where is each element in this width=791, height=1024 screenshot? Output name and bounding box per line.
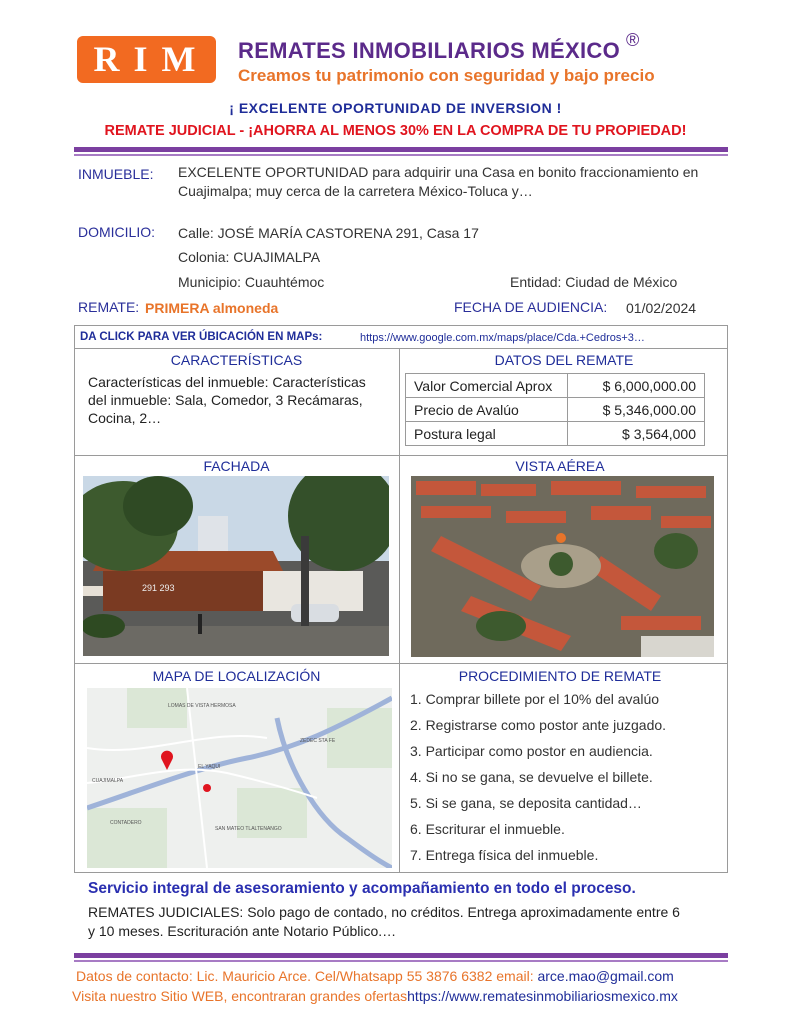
divider-bottom <box>74 953 728 958</box>
remates-notes: REMATES JUDICIALES: Solo pago de contado, no créditos. Entrega aproximadamente entre 6 y 10 meses. Escrituración ante Notario Público.… <box>88 904 680 939</box>
divider-top <box>74 147 728 152</box>
fachada-sign: 291 293 <box>142 583 175 593</box>
list-item: 4. Si no se gana, se devuelve el billete. <box>410 769 653 785</box>
grid-line <box>74 348 728 349</box>
caracteristicas-title: CARACTERÍSTICAS <box>170 352 303 368</box>
map-label: SAN MATEO TLALTENANGO <box>215 826 282 832</box>
map-label: CUAJIMALPA <box>92 778 124 784</box>
table-row <box>406 374 705 398</box>
map-label: LOMAS DE VISTA HERMOSA <box>168 703 236 709</box>
precio-avaluo-label: Precio de Avalúo <box>406 398 568 422</box>
list-item: 3. Participar como postor en audiencia. <box>410 743 653 759</box>
contact-text: Datos de contacto: Lic. Mauricio Arce. Cel/Whatsapp 55 3876 6382 email: <box>76 968 534 984</box>
list-item: 7. Entrega física del inmueble. <box>410 847 599 863</box>
postura-legal-value: $ 3,564,000 <box>568 422 705 446</box>
remate-label: REMATE: <box>78 299 140 315</box>
valor-comercial-label: Valor Comercial Aprox <box>406 374 568 398</box>
map-link[interactable]: https://www.google.com.mx/maps/place/Cda.+Cedros+3… <box>360 332 645 344</box>
registered-mark: ® <box>626 30 640 50</box>
fachada-photo <box>83 476 389 656</box>
grid-line <box>399 348 400 873</box>
calle: Calle: JOSÉ MARÍA CASTORENA 291, Casa 17 <box>178 225 479 241</box>
headline-judicial: REMATE JUDICIAL - ¡AHORRA AL MENOS 30% EN LA COMPRA DE TU PROPIEDAD! <box>104 123 687 139</box>
list-item: 2. Registrarse como postor ante juzgado. <box>410 717 667 733</box>
caracteristicas-text: Características del inmueble: Características del inmueble: Sala, Comedor, 3 Recámaras, Cocina, 2… <box>88 374 366 426</box>
datos-remate-table <box>405 373 705 446</box>
procedimiento-title: PROCEDIMIENTO DE REMATE <box>458 668 662 684</box>
municipio: Municipio: Cuauhtémoc <box>178 274 325 290</box>
precio-avaluo-value: $ 5,346,000.00 <box>568 398 705 422</box>
email-link[interactable]: arce.mao@gmail.com <box>537 968 674 984</box>
list-item: 5. Si se gana, se deposita cantidad… <box>410 795 642 811</box>
fachada-title: FACHADA <box>203 458 270 474</box>
table-row <box>406 422 705 446</box>
list-item: 6. Escriturar el inmueble. <box>410 821 565 837</box>
inmueble-label: INMUEBLE: <box>78 166 154 182</box>
map-label: CONTADERO <box>110 820 142 826</box>
service-statement: Servicio integral de asesoramiento y acompañamiento en todo el proceso. <box>88 880 636 897</box>
fecha-audiencia-value: 01/02/2024 <box>626 300 697 316</box>
map-link-label: DA CLICK PARA VER ÚBICACIÓN EN MAPs: <box>80 331 323 343</box>
website-link[interactable]: https://www.rematesinmobiliariosmexico.mx <box>407 988 678 1004</box>
contact-line <box>76 968 674 984</box>
brand-slogan: Creamos tu patrimonio con seguridad y bajo precio <box>238 66 655 85</box>
rim-logo: RIM <box>77 36 216 83</box>
table-row <box>406 398 705 422</box>
procedimiento-list <box>410 688 666 870</box>
colonia: Colonia: CUAJIMALPA <box>178 249 321 265</box>
valor-comercial-value: $ 6,000,000.00 <box>568 374 705 398</box>
remate-value: PRIMERA almoneda <box>145 300 279 316</box>
web-line <box>72 988 678 1004</box>
divider-top-thin <box>74 154 728 156</box>
domicilio-label: DOMICILIO: <box>78 224 156 240</box>
grid-line <box>74 663 728 664</box>
mapa-localizacion <box>87 688 392 868</box>
vista-aerea-photo <box>411 476 714 657</box>
map-label: EL YAQUI <box>198 764 221 770</box>
headline-opportunity: ¡ EXCELENTE OPORTUNIDAD DE INVERSION ! <box>229 100 562 116</box>
postura-legal-label: Postura legal <box>406 422 568 446</box>
grid-line <box>74 455 728 456</box>
fecha-audiencia-label: FECHA DE AUDIENCIA: <box>454 299 608 315</box>
inmueble-text: EXCELENTE OPORTUNIDAD para adquirir una Casa en bonito fraccionamiento en Cuajimalpa; muy cerca de la carretera México-Toluca y… <box>178 164 699 199</box>
mapa-title: MAPA DE LOCALIZACIÓN <box>152 668 321 684</box>
list-item: 1. Comprar billete por el 10% del avalúo <box>410 691 660 707</box>
brand-title: REMATES INMOBILIARIOS MÉXICO <box>238 38 621 63</box>
entidad: Entidad: Ciudad de México <box>510 274 678 290</box>
datos-remate-title: DATOS DEL REMATE <box>494 352 634 368</box>
divider-bottom-thin <box>74 960 728 962</box>
map-label: ZEDEC STA FE <box>300 738 336 744</box>
web-text: Visita nuestro Sitio WEB, encontraran grandes ofertas <box>72 988 408 1004</box>
vista-aerea-title: VISTA AÉREA <box>515 458 605 474</box>
